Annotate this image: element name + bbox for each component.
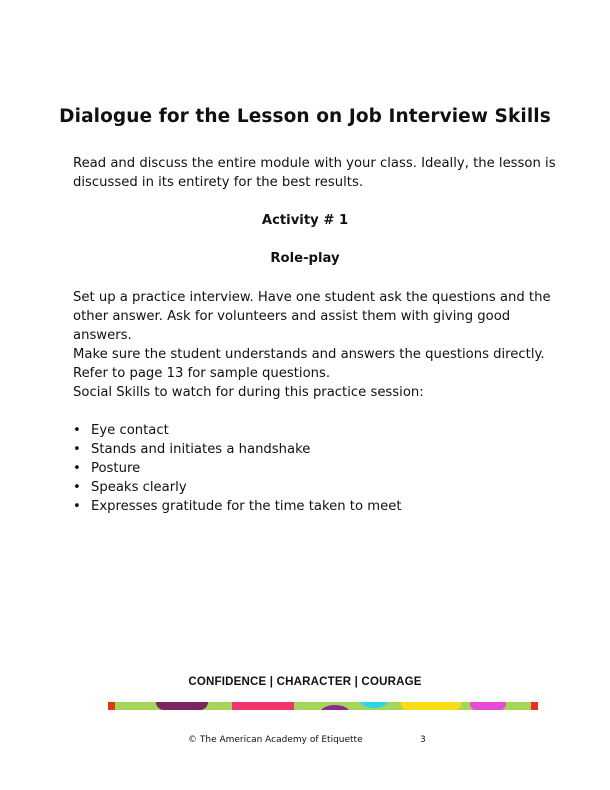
bar-cap-right xyxy=(531,702,538,710)
instructions-line: Make sure the student understands and answers the questions directly. xyxy=(73,347,545,362)
page-number: 3 xyxy=(420,735,426,745)
bullet-icon: • xyxy=(73,442,81,457)
bullet-icon: • xyxy=(73,423,81,438)
purple-circle xyxy=(320,705,350,710)
activity-subheading: Role-play xyxy=(270,251,340,266)
copyright: © The American Academy of Etiquette xyxy=(188,735,363,745)
list-item: • Posture xyxy=(73,461,141,476)
decorative-color-bar xyxy=(108,702,538,710)
bar-cap-left xyxy=(108,702,115,710)
list-item: • Eye contact xyxy=(73,423,169,438)
yellow-shape xyxy=(401,702,461,710)
skills-intro: Social Skills to watch for during this practice session: xyxy=(73,385,424,400)
intro-line: Read and discuss the entire module with your class. Ideally, the lesson is xyxy=(73,156,556,171)
instructions-line: Set up a practice interview. Have one student ask the questions and the xyxy=(73,290,551,305)
bullet-icon: • xyxy=(73,499,81,514)
skills-list xyxy=(73,421,402,516)
cyan-circle xyxy=(360,702,388,708)
instructions-line: Refer to page 13 for sample questions. xyxy=(73,366,331,381)
bullet-icon: • xyxy=(73,480,81,495)
page-title: Dialogue for the Lesson on Job Interview Skills xyxy=(59,106,551,127)
magenta-shape xyxy=(470,702,506,710)
activity-heading: Activity # 1 xyxy=(261,213,349,228)
bullet-icon: • xyxy=(73,461,81,476)
list-item: • Stands and initiates a handshake xyxy=(73,442,311,457)
tagline: CONFIDENCE | CHARACTER | COURAGE xyxy=(188,676,422,688)
pink-shape xyxy=(232,702,294,710)
instructions-paragraph xyxy=(73,288,573,383)
list-item: • Speaks clearly xyxy=(73,480,187,495)
list-item: • Expresses gratitude for the time taken to meet xyxy=(73,499,402,514)
plum-shape xyxy=(156,702,208,710)
intro-line: discussed in its entirety for the best results. xyxy=(73,175,364,190)
intro-paragraph xyxy=(73,154,573,192)
instructions-line: other answer. Ask for volunteers and assist them with giving good answers. xyxy=(73,309,511,343)
